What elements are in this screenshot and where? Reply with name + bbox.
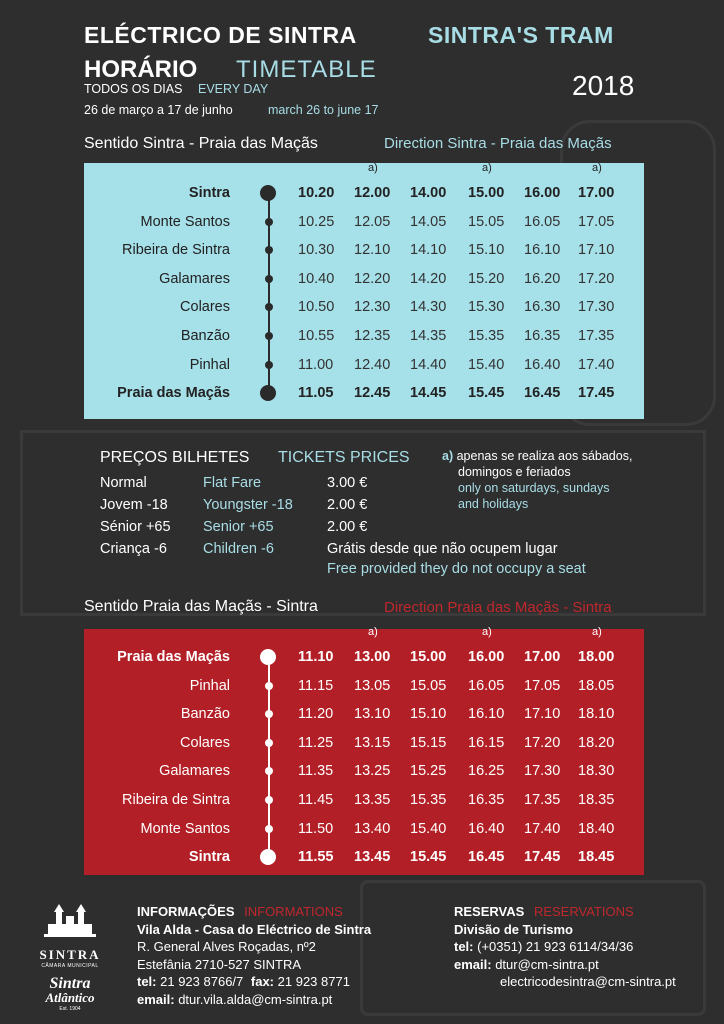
departure-time: 14.40 xyxy=(410,356,447,373)
info-email-label: email: xyxy=(137,991,175,1007)
departure-time: 10.20 xyxy=(298,185,335,201)
departure-time: 18.05 xyxy=(578,677,615,694)
departure-note-mark: a) xyxy=(482,162,492,174)
departure-note-mark: a) xyxy=(368,626,378,638)
footnote-pt-2: domingos e feriados xyxy=(458,465,571,479)
ticket-type-pt: Sénior +65 xyxy=(100,519,171,535)
departure-time: 17.45 xyxy=(524,849,561,866)
info-line3: Estefânia 2710-527 SINTRA xyxy=(137,956,302,972)
departure-note-mark: a) xyxy=(592,626,602,638)
departure-time: 12.00 xyxy=(354,185,391,201)
info-fax-label: fax: xyxy=(250,974,275,989)
timetable-row xyxy=(84,208,644,236)
stop-dot-icon xyxy=(260,649,276,665)
stop-dot-icon xyxy=(265,682,273,690)
departure-time: 12.05 xyxy=(354,213,391,230)
footnote-pt-1: apenas se realiza aos sábados, xyxy=(456,449,633,463)
footnote-marker: a) xyxy=(442,449,454,463)
departure-time: 11.25 xyxy=(298,734,334,751)
reservations-heading-pt: RESERVAS xyxy=(454,904,525,919)
stop-dot-icon xyxy=(265,767,273,775)
timetable-row xyxy=(84,843,644,871)
stop-dot-icon xyxy=(260,385,276,401)
atlantic-est: Est. 1904 xyxy=(59,1006,81,1012)
departure-time: 15.45 xyxy=(410,849,447,866)
stop-name: Colares xyxy=(180,734,230,751)
stop-dot-icon xyxy=(265,218,273,226)
departure-time: 13.40 xyxy=(354,820,391,837)
timetable-row xyxy=(84,672,644,700)
timetable-row xyxy=(84,643,644,671)
stop-dot-icon xyxy=(265,739,273,747)
ticket-price: 3.00 € xyxy=(327,475,368,491)
departure-time: 15.35 xyxy=(468,328,505,344)
stop-dot-icon xyxy=(265,796,273,804)
departure-time: 11.15 xyxy=(298,677,334,694)
stop-name: Colares xyxy=(180,299,230,316)
reservations-email-link[interactable]: dtur@cm-sintra.pt xyxy=(495,956,599,972)
stop-name: Sintra xyxy=(188,849,230,866)
departure-time: 18.45 xyxy=(578,849,615,866)
departure-time: 11.20 xyxy=(298,706,334,723)
departure-time: 10.55 xyxy=(298,328,335,344)
stop-dot-icon xyxy=(265,275,273,283)
ticket-type-pt: Criança -6 xyxy=(100,541,167,557)
departure-time: 12.30 xyxy=(354,299,391,316)
departure-time: 10.40 xyxy=(298,270,335,287)
departure-time: 17.40 xyxy=(524,820,561,837)
timetable-praia-sintra xyxy=(84,626,644,875)
departure-time: 17.20 xyxy=(578,270,615,287)
departure-note-mark: a) xyxy=(368,162,378,174)
departure-time: 17.45 xyxy=(578,385,615,402)
departure-time: 15.00 xyxy=(410,649,447,665)
stop-dot-icon xyxy=(265,303,273,311)
departure-time: 16.15 xyxy=(468,734,505,751)
departure-time: 11.50 xyxy=(298,820,334,837)
timetable-row xyxy=(84,351,644,379)
stop-dot-icon xyxy=(260,185,276,201)
ticket-type-en: Flat Fare xyxy=(203,475,262,491)
stop-dot-icon xyxy=(265,332,273,340)
departure-time: 11.10 xyxy=(298,649,334,665)
ticket-price: Grátis desde que não ocupem lugar xyxy=(327,541,558,557)
ticket-price: 2.00 € xyxy=(327,497,368,513)
departure-time: 18.35 xyxy=(578,792,615,808)
stop-dot-icon xyxy=(260,849,276,865)
timetable-sintra-praia xyxy=(84,163,644,419)
timetable-row xyxy=(84,786,644,814)
info-tel-label: tel: xyxy=(137,974,157,989)
reservations-block xyxy=(454,903,676,991)
departure-time: 13.35 xyxy=(354,792,391,808)
departure-time: 11.00 xyxy=(298,356,334,373)
logos xyxy=(34,902,106,1012)
direction1-heading-pt: Sentido Sintra - Praia das Maçãs xyxy=(84,135,318,152)
departure-time: 11.45 xyxy=(298,792,334,808)
departure-time: 16.35 xyxy=(468,792,505,808)
departure-time: 15.20 xyxy=(468,270,505,287)
period-pt: 26 de março a 17 de junho xyxy=(84,103,233,117)
reservations-email-label: email: xyxy=(454,956,492,972)
departure-time: 15.25 xyxy=(410,763,447,780)
departure-time: 16.05 xyxy=(524,213,561,230)
stop-name: Galamares xyxy=(159,763,230,780)
departure-time: 10.30 xyxy=(298,242,335,259)
departure-time: 15.35 xyxy=(410,792,447,808)
departure-time: 18.00 xyxy=(578,649,615,665)
departure-time: 13.10 xyxy=(354,706,391,723)
stop-name: Pinhal xyxy=(189,356,230,373)
timetable-row xyxy=(84,293,644,321)
departure-time: 13.05 xyxy=(354,677,391,694)
departure-time: 16.35 xyxy=(524,328,561,344)
stop-name: Monte Santos xyxy=(140,820,230,837)
timetable-row xyxy=(84,322,644,350)
ticket-type-pt: Jovem -18 xyxy=(100,497,168,513)
departure-time: 12.45 xyxy=(354,385,391,402)
departure-time: 14.30 xyxy=(410,299,447,316)
departure-time: 16.45 xyxy=(524,385,561,402)
footnote-en-1: only on saturdays, sundays xyxy=(458,481,610,495)
footnote-en-2: and holidays xyxy=(458,497,529,511)
departure-time: 14.10 xyxy=(410,242,447,259)
stop-name: Galamares xyxy=(159,270,230,287)
ticket-type-pt: Normal xyxy=(100,475,147,491)
departure-time: 13.00 xyxy=(354,649,391,665)
info-tel: 21 923 8766/7 xyxy=(160,974,244,989)
stop-dot-icon xyxy=(265,710,273,718)
departure-time: 17.05 xyxy=(578,213,615,230)
every-day-pt: TODOS OS DIAS xyxy=(84,82,183,96)
departure-note-mark: a) xyxy=(592,162,602,174)
timetable-row xyxy=(84,815,644,843)
departure-time: 13.15 xyxy=(354,734,391,751)
info-line1: Vila Alda - Casa do Eléctrico de Sintra xyxy=(137,921,372,937)
departure-time: 12.40 xyxy=(354,356,391,373)
info-email-link[interactable]: dtur.vila.alda@cm-sintra.pt xyxy=(178,991,333,1007)
departure-time: 18.20 xyxy=(578,734,615,751)
reservations-tel-label: tel: xyxy=(454,939,474,954)
reservations-division: Divisão de Turismo xyxy=(454,921,573,937)
departure-time: 17.00 xyxy=(524,649,561,665)
info-line2: R. General Alves Roçadas, nº2 xyxy=(137,939,316,954)
departure-time: 16.00 xyxy=(468,649,505,665)
stop-name: Ribeira de Sintra xyxy=(122,792,230,808)
stop-name: Pinhal xyxy=(189,677,230,694)
ticket-type-en: Children -6 xyxy=(203,541,274,557)
departure-time: 14.20 xyxy=(410,270,447,287)
title-pt: ELÉCTRICO DE SINTRA xyxy=(84,22,357,48)
departure-time: 17.30 xyxy=(578,299,615,316)
atlantic-logo-1: Sintra xyxy=(49,975,91,992)
departure-time: 17.10 xyxy=(524,706,561,723)
departure-time: 16.45 xyxy=(468,849,505,866)
departure-time: 15.05 xyxy=(410,677,447,694)
reservations-email2-link[interactable]: electricodesintra@cm-sintra.pt xyxy=(500,974,676,989)
departure-time: 15.40 xyxy=(410,820,447,837)
departure-time: 12.20 xyxy=(354,270,391,287)
departure-time: 15.45 xyxy=(468,385,505,402)
departure-time: 17.00 xyxy=(578,185,615,201)
info-block xyxy=(137,903,371,1008)
title-en: SINTRA'S TRAM xyxy=(428,22,614,48)
stop-name: Praia das Maçãs xyxy=(117,385,230,402)
departure-time: 13.45 xyxy=(354,849,391,866)
departure-time: 16.00 xyxy=(524,185,561,201)
reservations-heading-en: RESERVATIONS xyxy=(533,904,634,919)
departure-time: 17.05 xyxy=(524,677,561,694)
departure-time: 16.25 xyxy=(468,763,505,780)
municipal-name: SINTRA xyxy=(39,947,101,962)
departure-time: 12.35 xyxy=(354,328,391,344)
departure-time: 15.05 xyxy=(468,213,505,230)
departure-time: 15.10 xyxy=(410,706,447,723)
departure-time: 15.30 xyxy=(468,299,505,316)
timetable-pt: HORÁRIO xyxy=(84,56,198,83)
departure-time: 15.40 xyxy=(468,356,505,373)
tickets-heading-en: TICKETS PRICES xyxy=(278,449,410,466)
free-note-en: Free provided they do not occupy a seat xyxy=(327,561,586,577)
departure-time: 14.35 xyxy=(410,328,447,344)
stop-dot-icon xyxy=(265,825,273,833)
timetable-row xyxy=(84,265,644,293)
ticket-type-en: Youngster -18 xyxy=(203,497,293,513)
departure-time: 10.50 xyxy=(298,299,335,316)
departure-time: 17.10 xyxy=(578,242,615,259)
year: 2018 xyxy=(572,70,635,101)
departure-time: 16.05 xyxy=(468,677,505,694)
timetable-row xyxy=(84,700,644,728)
timetable-row xyxy=(84,179,644,207)
timetable-row xyxy=(84,757,644,785)
departure-time: 13.25 xyxy=(354,763,391,780)
departure-time: 16.10 xyxy=(468,706,505,723)
stop-name: Banzão xyxy=(180,706,230,723)
departure-time: 12.10 xyxy=(354,242,391,259)
atlantic-logo-2: Atlântico xyxy=(45,990,95,1005)
departure-time: 17.30 xyxy=(524,763,561,780)
departure-time: 17.35 xyxy=(578,328,615,344)
departure-time: 16.10 xyxy=(524,242,561,259)
departure-time: 14.45 xyxy=(410,385,447,402)
direction1-heading-en: Direction Sintra - Praia das Maçãs xyxy=(384,135,612,152)
ticket-price: 2.00 € xyxy=(327,519,368,535)
timetable-row xyxy=(84,729,644,757)
departure-note-mark: a) xyxy=(482,626,492,638)
timetable-row xyxy=(84,236,644,264)
stop-name: Monte Santos xyxy=(140,213,230,230)
info-fax: 21 923 8771 xyxy=(277,974,350,989)
stop-name: Banzão xyxy=(180,328,230,344)
period-en: march 26 to june 17 xyxy=(268,103,379,117)
departure-time: 15.15 xyxy=(410,734,447,751)
departure-time: 16.20 xyxy=(524,270,561,287)
departure-time: 17.40 xyxy=(578,356,615,373)
departure-time: 18.10 xyxy=(578,706,615,723)
departure-time: 17.35 xyxy=(524,792,561,808)
departure-time: 16.40 xyxy=(524,356,561,373)
departure-time: 11.05 xyxy=(298,385,334,402)
every-day-en: EVERY DAY xyxy=(198,82,269,96)
departure-time: 15.10 xyxy=(468,242,505,259)
departure-time: 10.25 xyxy=(298,213,335,230)
info-heading-en: INFORMATIONS xyxy=(244,904,343,919)
departure-time: 16.40 xyxy=(468,820,505,837)
tickets-heading-pt: PREÇOS BILHETES xyxy=(100,449,250,466)
stop-name: Praia das Maçãs xyxy=(117,649,230,665)
departure-time: 18.40 xyxy=(578,820,615,837)
timetable-en: TIMETABLE xyxy=(236,56,377,83)
info-heading-pt: INFORMAÇÕES xyxy=(137,904,235,919)
stop-dot-icon xyxy=(265,361,273,369)
departure-time: 18.30 xyxy=(578,763,615,780)
municipal-sub: CÂMARA MUNICIPAL xyxy=(41,963,99,969)
departure-time: 15.00 xyxy=(468,185,505,201)
stop-dot-icon xyxy=(265,246,273,254)
departure-time: 11.35 xyxy=(298,763,334,780)
sintra-palace-logo-icon xyxy=(34,902,106,942)
ticket-type-en: Senior +65 xyxy=(203,519,274,535)
timetable-row xyxy=(84,379,644,407)
direction2-heading-pt: Sentido Praia das Maçãs - Sintra xyxy=(84,598,318,615)
departure-time: 14.00 xyxy=(410,185,447,201)
stop-name: Sintra xyxy=(188,185,230,201)
departure-time: 14.05 xyxy=(410,213,447,230)
stop-name: Ribeira de Sintra xyxy=(122,242,230,259)
departure-time: 16.30 xyxy=(524,299,561,316)
direction2-heading-en: Direction Praia das Maçãs - Sintra xyxy=(384,599,612,616)
reservations-tel: (+0351) 21 923 6114/34/36 xyxy=(477,939,634,954)
departure-time: 17.20 xyxy=(524,734,561,751)
departure-time: 11.55 xyxy=(298,849,334,866)
footnote xyxy=(442,448,632,512)
